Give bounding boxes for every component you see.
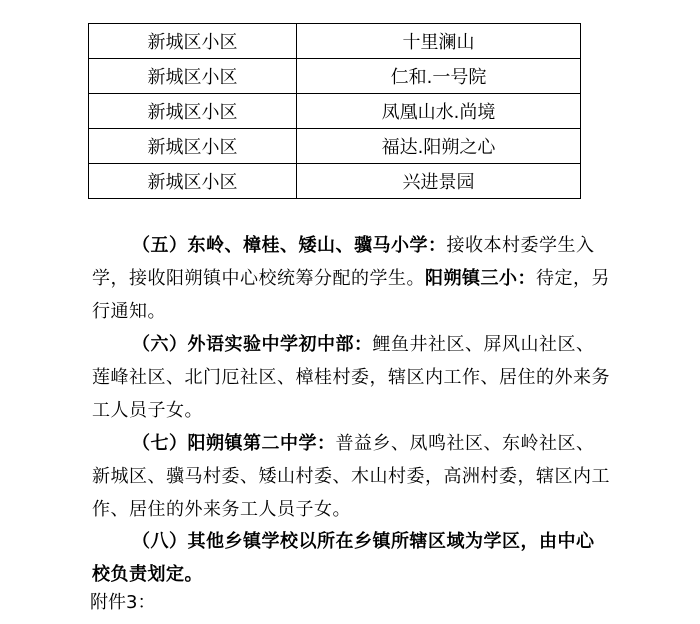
table-row [89,129,581,164]
table-cell-name: 十里澜山 [297,24,581,59]
school-district-table [88,23,581,199]
paragraph-five-text: 接收本村委学生入 [446,235,595,256]
paragraph-eight-title: （八）其他乡镇学校以所在乡镇所辖区域为学区，由中心 [132,531,595,552]
paragraph-seven-text: 新城区、骥马村委、矮山村委、木山村委，高洲村委，辖区内工 [92,466,610,487]
paragraph-seven-text: 普益乡、凤鸣社区、东岭社区、 [335,433,595,454]
table-cell-name: 兴进景园 [297,164,581,199]
table-row [89,59,581,94]
paragraph-six-text: 莲峰社区、北门厄社区、樟桂村委，辖区内工作、居住的外来务 [92,367,610,388]
paragraph-six [92,328,632,427]
table-row [89,164,581,199]
paragraph-five-text: 学，接收阳朔镇中心校统筹分配的学生。 [92,268,425,289]
paragraph-five-title: （五）东岭、樟桂、矮山、骥马小学： [132,235,447,256]
attachment-label: 附件3： [90,592,156,613]
table-cell-area: 新城区小区 [89,94,297,129]
paragraph-five-text: 待定，另 [536,268,610,289]
paragraph-seven [92,427,632,526]
paragraph-six-text: 工人员子女。 [92,400,203,421]
paragraph-five-text: 行通知。 [92,301,166,322]
table-row [89,94,581,129]
paragraph-six-title: （六）外语实验中学初中部： [132,334,373,355]
paragraph-seven-text: 作、居住的外来务工人员子女。 [92,499,351,520]
table-cell-area: 新城区小区 [89,164,297,199]
paragraph-five [92,229,632,328]
table-cell-name: 福达.阳朔之心 [297,129,581,164]
paragraph-six-text: 鲤鱼井社区、屏风山社区、 [372,334,595,355]
paragraph-seven-title: （七）阳朔镇第二中学： [132,433,336,454]
table-row [89,24,581,59]
paragraph-eight-text: 校负责划定。 [92,564,203,585]
table-cell-name: 凤凰山水.尚境 [297,94,581,129]
table-cell-area: 新城区小区 [89,129,297,164]
paragraph-eight [92,525,632,591]
table-cell-area: 新城区小区 [89,59,297,94]
table-cell-area: 新城区小区 [89,24,297,59]
table-cell-name: 仁和.一号院 [297,59,581,94]
paragraph-five-title-two: 阳朔镇三小： [425,268,536,289]
